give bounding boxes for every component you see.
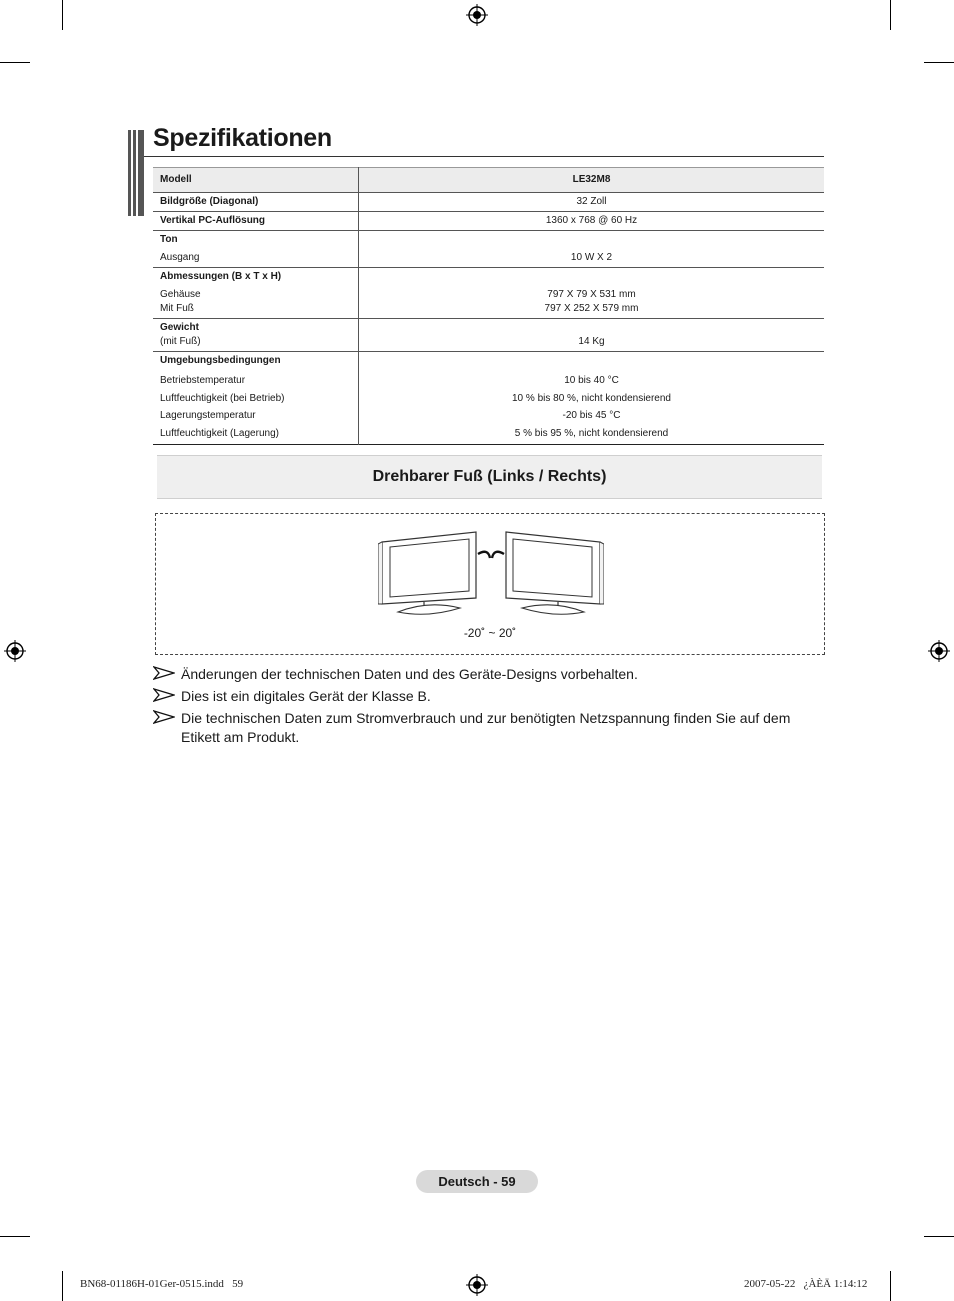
crop-mark (924, 62, 954, 63)
header-label: Modell (153, 168, 359, 193)
row-label-cell (153, 268, 359, 319)
row-value: 10 bis 40 °C (564, 375, 619, 386)
row-value: 32 Zoll (576, 196, 607, 207)
table-row (153, 268, 824, 319)
row-label-cell (153, 352, 359, 445)
crop-mark (890, 0, 891, 30)
section-title: Drehbarer Fuß (Links / Rechts) (372, 468, 607, 485)
table-row (153, 319, 824, 352)
row-sublabel: Luftfeuchtigkeit (Lagerung) (160, 427, 279, 439)
row-label: Bildgröße (Diagonal) (153, 193, 359, 212)
notes-list (153, 665, 823, 750)
row-label: Ton (160, 234, 178, 245)
row-value: -20 bis 45 °C (562, 410, 621, 421)
date-slug: 2007-05-22 ¿ÀÈÄ 1:14:12 (744, 1278, 868, 1290)
crop-mark (924, 1236, 954, 1237)
tv-swivel-illustration (378, 528, 604, 616)
section-header (157, 455, 822, 499)
list-item (153, 665, 823, 684)
table-header-row (153, 168, 824, 193)
row-value-cell (359, 352, 825, 445)
spec-table (153, 167, 824, 445)
note-text: Änderungen der technischen Daten und des Geräte-Designs vorbehalten. (181, 666, 638, 682)
row-label-cell (153, 319, 359, 352)
note-arrow-icon (153, 688, 175, 702)
file-slug: BN68-01186H-01Ger-0515.indd 59 (80, 1278, 244, 1290)
registration-mark-icon (4, 640, 26, 662)
registration-mark-icon (466, 4, 488, 26)
row-value: 10 % bis 80 %, nicht kondensierend (512, 392, 671, 404)
row-sublabel: Mit Fuß (160, 303, 194, 314)
title-decoration (128, 130, 144, 216)
row-value-cell (359, 268, 825, 319)
table-row (153, 212, 824, 231)
row-value: 797 X 79 X 531 mm (547, 289, 636, 300)
row-label-cell (153, 231, 359, 268)
note-text: Dies ist ein digitales Gerät der Klasse B. (181, 688, 431, 704)
row-label: Vertikal PC-Auflösung (153, 212, 359, 231)
crop-mark (62, 1271, 63, 1301)
crop-mark (0, 1236, 30, 1237)
row-sublabel: Ausgang (160, 252, 200, 263)
table-row (153, 193, 824, 212)
row-label: Umgebungsbedingungen (160, 355, 281, 366)
row-sublabel: Gehäuse (160, 289, 201, 300)
row-label: Gewicht (160, 322, 199, 333)
swivel-figure (155, 513, 825, 655)
crop-mark (0, 62, 30, 63)
registration-mark-icon (466, 1274, 488, 1296)
row-sublabel: Betriebstemperatur (160, 375, 246, 386)
row-sublabel: (mit Fuß) (160, 336, 201, 347)
note-arrow-icon (153, 710, 175, 724)
list-item (153, 687, 823, 706)
row-value: 14 Kg (578, 336, 605, 347)
row-sublabel: Lagerungstemperatur (160, 410, 256, 421)
swivel-angle-label: -20˚ ~ 20˚ (463, 626, 517, 640)
row-sublabel: Luftfeuchtigkeit (bei Betrieb) (160, 392, 285, 404)
page-title: Spezifikationen (153, 124, 332, 152)
row-value: 5 % bis 95 %, nicht kondensierend (514, 427, 669, 439)
table-row (153, 231, 824, 268)
table-row (153, 352, 824, 445)
row-value: 10 W X 2 (570, 252, 613, 263)
header-value: LE32M8 (572, 174, 611, 185)
crop-mark (890, 1271, 891, 1301)
list-item (153, 709, 823, 747)
note-text: Die technischen Daten zum Stromverbrauch und zur benötigten Netzspannung finden Sie auf dem Etikett am Produkt. (181, 710, 791, 745)
note-arrow-icon (153, 666, 175, 680)
title-divider (144, 156, 824, 157)
page-number-badge: Deutsch - 59 (416, 1170, 538, 1193)
row-label: Abmessungen (B x T x H) (160, 271, 282, 282)
row-value: 797 X 252 X 579 mm (544, 303, 639, 314)
row-value: 1360 x 768 @ 60 Hz (545, 215, 638, 226)
crop-mark (62, 0, 63, 30)
registration-mark-icon (928, 640, 950, 662)
